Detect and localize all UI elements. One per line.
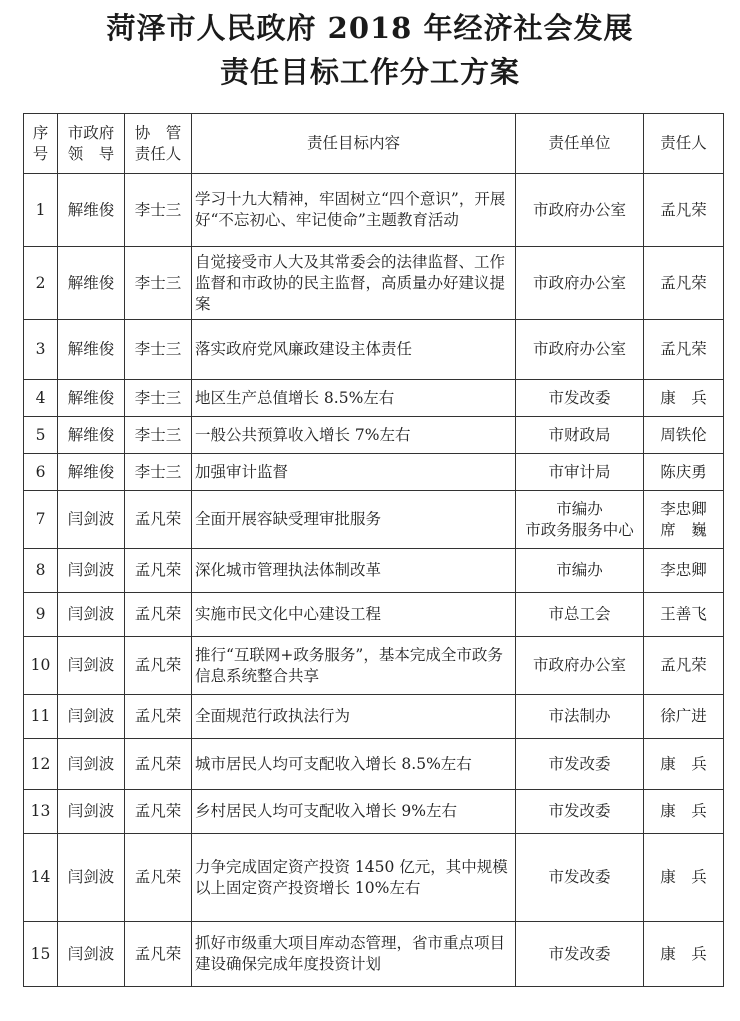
header-assist-line-2: 责任人 xyxy=(134,144,182,163)
header-assist-line-1: 协 管 xyxy=(134,123,182,142)
table-row xyxy=(24,549,724,593)
row-person-cell: 康 兵 xyxy=(644,380,724,417)
table-row xyxy=(24,790,724,834)
row-assist-cell: 李士三 xyxy=(125,380,192,417)
row-assist-cell: 孟凡荣 xyxy=(125,739,192,790)
row-seq-cell: 3 xyxy=(24,320,58,380)
row-seq-cell: 10 xyxy=(24,637,58,695)
row-assist-cell: 孟凡荣 xyxy=(125,549,192,593)
row-content-cell: 深化城市管理执法体制改革 xyxy=(192,549,516,593)
row-unit-cell: 市发改委 xyxy=(516,922,644,987)
row-content-cell: 实施市民文化中心建设工程 xyxy=(192,593,516,637)
row-content-cell: 乡村居民人均可支配收入增长 9%左右 xyxy=(192,790,516,834)
row-leader-cell: 闫剑波 xyxy=(58,695,125,739)
row-unit-cell: 市财政局 xyxy=(516,417,644,454)
row-person-cell: 周铁伦 xyxy=(644,417,724,454)
row-content-cell: 全面规范行政执法行为 xyxy=(192,695,516,739)
row-assist-cell: 李士三 xyxy=(125,174,192,247)
table-row xyxy=(24,637,724,695)
row-person-cell: 康 兵 xyxy=(644,834,724,922)
table-row xyxy=(24,380,724,417)
header-seq-line-1: 序 xyxy=(32,123,49,142)
table-row xyxy=(24,593,724,637)
table-row xyxy=(24,834,724,922)
row-person-cell: 李忠卿 xyxy=(644,549,724,593)
row-leader-cell: 闫剑波 xyxy=(58,922,125,987)
row-assist-cell: 李士三 xyxy=(125,417,192,454)
row-content-cell: 力争完成固定资产投资 1450 亿元，其中规模以上固定资产投资增长 10%左右 xyxy=(192,834,516,922)
row-content-cell: 地区生产总值增长 8.5%左右 xyxy=(192,380,516,417)
table-row xyxy=(24,320,724,380)
row-content-cell: 城市居民人均可支配收入增长 8.5%左右 xyxy=(192,739,516,790)
row-seq-cell: 7 xyxy=(24,491,58,549)
table-row xyxy=(24,922,724,987)
header-seq xyxy=(24,114,58,174)
header-leader-line-2: 领 导 xyxy=(67,144,115,163)
responsibility-table xyxy=(23,113,724,987)
row-person-cell: 徐广进 xyxy=(644,695,724,739)
row-person-cell: 康 兵 xyxy=(644,790,724,834)
row-assist-cell: 孟凡荣 xyxy=(125,922,192,987)
row-person-cell: 康 兵 xyxy=(644,739,724,790)
table-row xyxy=(24,247,724,320)
table-row xyxy=(24,491,724,549)
row-person-cell: 孟凡荣 xyxy=(644,320,724,380)
row-content-cell: 全面开展容缺受理审批服务 xyxy=(192,491,516,549)
row-unit-cell: 市政府办公室 xyxy=(516,637,644,695)
row-leader-cell: 闫剑波 xyxy=(58,549,125,593)
row-unit-cell: 市审计局 xyxy=(516,454,644,491)
row-seq-cell: 14 xyxy=(24,834,58,922)
header-leader xyxy=(58,114,125,174)
row-content-cell: 推行“互联网+政务服务”，基本完成全市政务信息系统整合共享 xyxy=(192,637,516,695)
row-leader-cell: 闫剑波 xyxy=(58,739,125,790)
row-assist-cell: 孟凡荣 xyxy=(125,593,192,637)
row-assist-cell: 李士三 xyxy=(125,247,192,320)
row-seq-cell: 9 xyxy=(24,593,58,637)
row-seq-cell: 13 xyxy=(24,790,58,834)
row-person-cell: 陈庆勇 xyxy=(644,454,724,491)
row-unit-cell: 市政府办公室 xyxy=(516,174,644,247)
row-unit-cell: 市法制办 xyxy=(516,695,644,739)
row-leader-cell: 闫剑波 xyxy=(58,491,125,549)
row-person-cell: 孟凡荣 xyxy=(644,174,724,247)
row-leader-cell: 闫剑波 xyxy=(58,790,125,834)
header-content: 责任目标内容 xyxy=(192,114,516,174)
table-header-row xyxy=(24,114,724,174)
row-leader-cell: 解维俊 xyxy=(58,247,125,320)
row-assist-cell: 孟凡荣 xyxy=(125,790,192,834)
table-row xyxy=(24,695,724,739)
row-leader-cell: 闫剑波 xyxy=(58,593,125,637)
row-person-cell: 王善飞 xyxy=(644,593,724,637)
row-assist-cell: 孟凡荣 xyxy=(125,637,192,695)
row-unit-cell: 市政府办公室 xyxy=(516,320,644,380)
row-leader-cell: 解维俊 xyxy=(58,320,125,380)
row-assist-cell: 李士三 xyxy=(125,454,192,491)
row-unit-cell: 市总工会 xyxy=(516,593,644,637)
row-leader-cell: 闫剑波 xyxy=(58,834,125,922)
document-title-line-1: 菏泽市人民政府 2018 年经济社会发展 xyxy=(106,11,634,45)
row-unit-cell: 市发改委 xyxy=(516,380,644,417)
row-person-cell: 孟凡荣 xyxy=(644,637,724,695)
row-seq-cell: 8 xyxy=(24,549,58,593)
row-seq-cell: 2 xyxy=(24,247,58,320)
row-unit-cell: 市发改委 xyxy=(516,834,644,922)
row-seq-cell: 1 xyxy=(24,174,58,247)
table-row xyxy=(24,174,724,247)
row-person-cell: 孟凡荣 xyxy=(644,247,724,320)
row-unit-cell: 市发改委 xyxy=(516,739,644,790)
row-content-cell: 自觉接受市人大及其常委会的法律监督、工作监督和市政协的民主监督，高质量办好建议提案 xyxy=(192,247,516,320)
table-row xyxy=(24,454,724,491)
row-seq-cell: 5 xyxy=(24,417,58,454)
row-person-cell: 康 兵 xyxy=(644,922,724,987)
header-person: 责任人 xyxy=(644,114,724,174)
row-seq-cell: 11 xyxy=(24,695,58,739)
header-leader-line-1: 市政府 xyxy=(67,123,115,142)
row-assist-cell: 孟凡荣 xyxy=(125,834,192,922)
row-leader-cell: 解维俊 xyxy=(58,380,125,417)
row-content-cell: 落实政府党风廉政建设主体责任 xyxy=(192,320,516,380)
header-assist xyxy=(125,114,192,174)
row-content-cell: 一般公共预算收入增长 7%左右 xyxy=(192,417,516,454)
table-row xyxy=(24,417,724,454)
row-seq-cell: 6 xyxy=(24,454,58,491)
row-content-cell: 加强审计监督 xyxy=(192,454,516,491)
row-seq-cell: 12 xyxy=(24,739,58,790)
row-unit-cell: 市编办 市政务服务中心 xyxy=(516,491,644,549)
document-title-line-2: 责任目标工作分工方案 xyxy=(219,55,520,89)
row-seq-cell: 4 xyxy=(24,380,58,417)
row-content-cell: 学习十九大精神，牢固树立“四个意识”，开展好“不忘初心、牢记使命”主题教育活动 xyxy=(192,174,516,247)
row-content-cell: 抓好市级重大项目库动态管理，省市重点项目建设确保完成年度投资计划 xyxy=(192,922,516,987)
row-seq-cell: 15 xyxy=(24,922,58,987)
row-leader-cell: 解维俊 xyxy=(58,454,125,491)
row-unit-cell: 市政府办公室 xyxy=(516,247,644,320)
table-row xyxy=(24,739,724,790)
row-unit-cell: 市编办 xyxy=(516,549,644,593)
row-assist-cell: 孟凡荣 xyxy=(125,491,192,549)
row-leader-cell: 解维俊 xyxy=(58,417,125,454)
header-seq-line-2: 号 xyxy=(32,144,49,163)
row-person-cell: 李忠卿 席 巍 xyxy=(644,491,724,549)
row-leader-cell: 解维俊 xyxy=(58,174,125,247)
header-unit: 责任单位 xyxy=(516,114,644,174)
row-assist-cell: 孟凡荣 xyxy=(125,695,192,739)
row-unit-cell: 市发改委 xyxy=(516,790,644,834)
row-assist-cell: 李士三 xyxy=(125,320,192,380)
row-leader-cell: 闫剑波 xyxy=(58,637,125,695)
